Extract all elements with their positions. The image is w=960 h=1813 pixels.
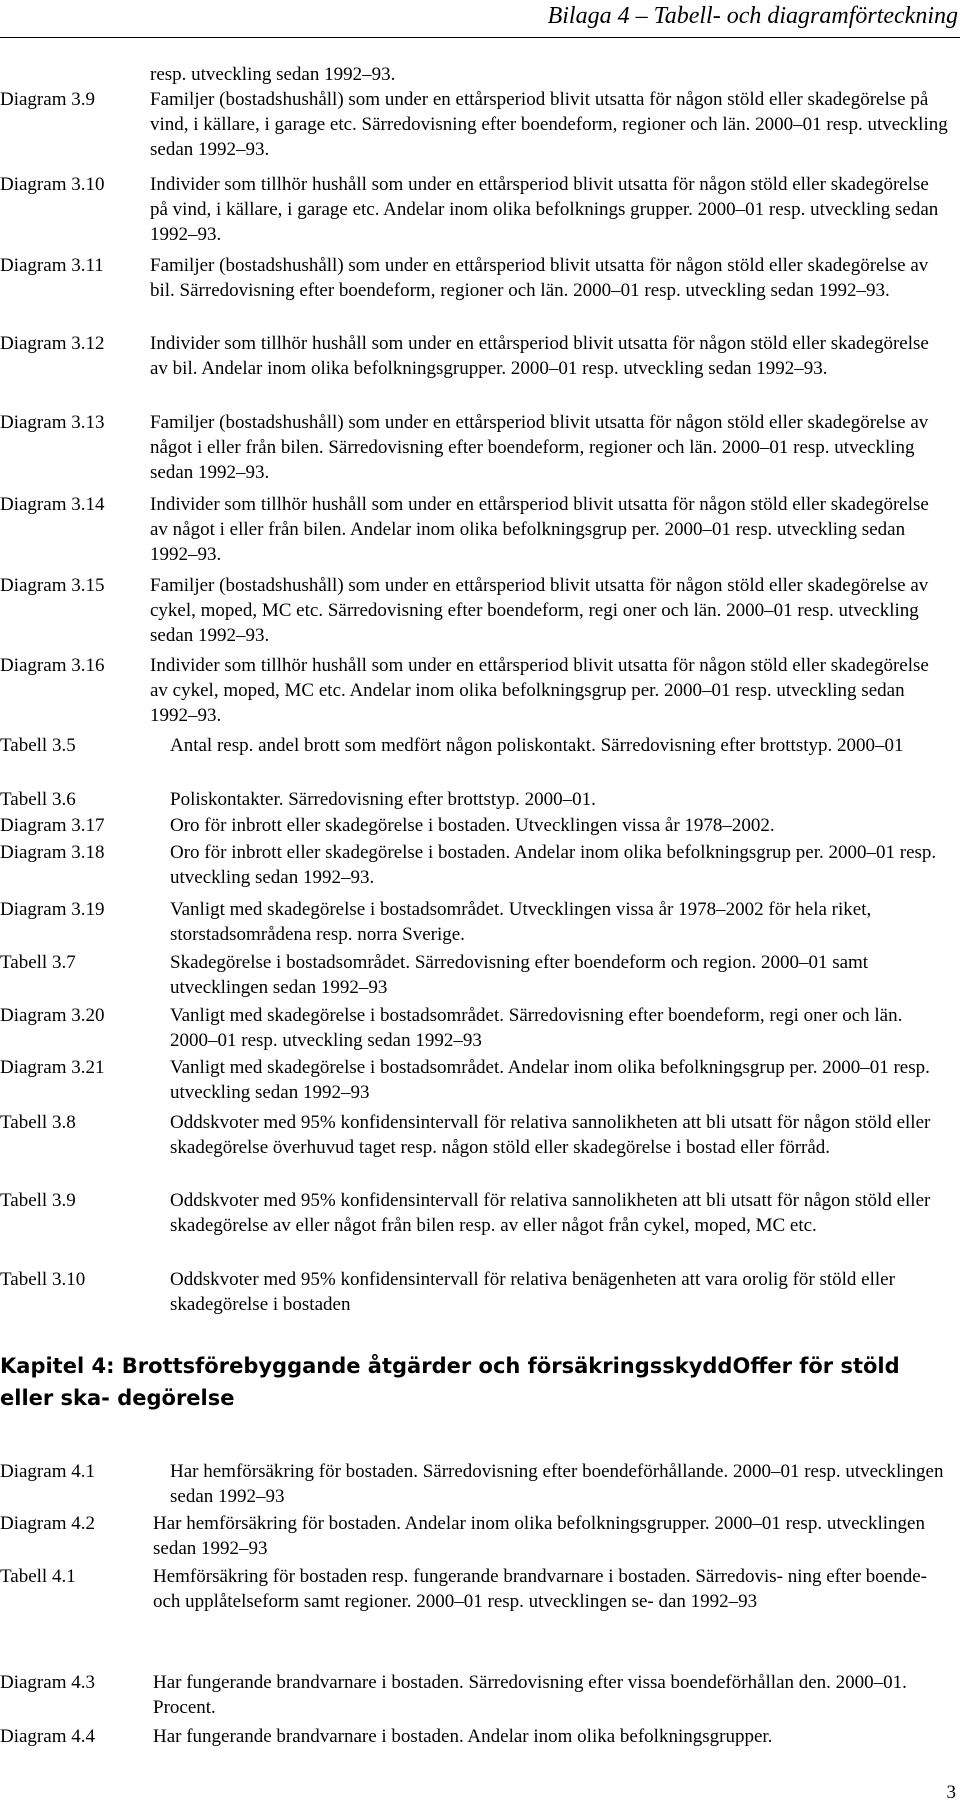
entry-label: Diagram 4.4 (0, 1726, 95, 1747)
entry-label: Diagram 3.20 (0, 1005, 105, 1026)
entry-label: Tabell 3.6 (0, 789, 76, 810)
entry-description: Familjer (bostadshushåll) som under en ettårsperiod blivit utsatta för någon stöld eller skadegörelse av cykel, moped, MC etc. Särredovisning efter boendeform, regi oner och län. 2000–01 resp. utveckling sedan 1992–93. (150, 575, 929, 646)
entry-label: Diagram 3.18 (0, 842, 105, 863)
entry-label: Diagram 3.21 (0, 1057, 105, 1078)
entry-label: Tabell 3.9 (0, 1190, 76, 1211)
entry-label: Tabell 3.5 (0, 735, 76, 756)
entry-label: Diagram 3.12 (0, 333, 105, 354)
entry-description: Familjer (bostadshushåll) som under en ettårsperiod blivit utsatta för någon stöld eller skadegörelse av något i eller från bilen. Särredovisning efter boendeform, regioner och län. 2000–01 resp. utveckling sedan 1992–93. (150, 412, 929, 483)
entry-label: Diagram 3.17 (0, 815, 105, 836)
entry-description: Oro för inbrott eller skadegörelse i bostaden. Utvecklingen vissa år 1978–2002. (170, 815, 775, 836)
entry-label: Tabell 3.10 (0, 1269, 86, 1290)
entry-description: Oddskvoter med 95% konfidensintervall för relativa benägenheten att vara orolig för stöld eller skadegörelse i bostaden (170, 1269, 895, 1315)
entry-description: Individer som tillhör hushåll som under en ettårsperiod blivit utsatta för någon stöld eller skadegörelse av bil. Andelar inom olika befolkningsgrupper. 2000–01 resp. utveckling sedan 1992–93. (150, 333, 929, 379)
entry-description: Oro för inbrott eller skadegörelse i bostaden. Andelar inom olika befolkningsgrup per. 2000–01 resp. utveckling sedan 1992–93. (170, 842, 937, 888)
entry-label: Diagram 3.13 (0, 412, 105, 433)
entry-description: Individer som tillhör hushåll som under en ettårsperiod blivit utsatta för någon stöld eller skadegörelse av något i eller från bilen. Andelar inom olika befolkningsgrup per. 2000–01 resp. utveckling sedan 1992–93. (150, 494, 929, 565)
entry-label: Diagram 3.19 (0, 899, 105, 920)
entry-description: Har fungerande brandvarnare i bostaden. Andelar inom olika befolkningsgrupper. (153, 1726, 773, 1747)
entry-label: Diagram 4.1 (0, 1461, 95, 1482)
entry-description: Skadegörelse i bostadsområdet. Särredovisning efter boendeform och region. 2000–01 samt utvecklingen sedan 1992–93 (170, 952, 869, 998)
entry-description: Familjer (bostadshushåll) som under en ettårsperiod blivit utsatta för någon stöld eller skadegörelse på vind, i källare, i garage etc. Särredovisning efter boendeform, regioner och län. 2000–01 resp. utveckling sedan 1992–93. (150, 89, 948, 160)
entry-label: Diagram 3.15 (0, 575, 105, 596)
chapter-4-heading: Kapitel 4: Brottsförebyggande åtgärder och försäkringsskyddOffer för stöld eller ska- degörelse (0, 1354, 900, 1410)
continuation-line: resp. utveckling sedan 1992–93. (150, 64, 396, 85)
entry-description: Vanligt med skadegörelse i bostadsområdet. Utvecklingen vissa år 1978–2002 för hela riket, storstadsområdena resp. norra Sverige. (170, 899, 872, 945)
entry-description: Har hemförsäkring för bostaden. Andelar inom olika befolkningsgrupper. 2000–01 resp. utvecklingen sedan 1992–93 (153, 1513, 925, 1559)
entry-label: Diagram 3.16 (0, 655, 105, 676)
entry-label: Diagram 4.3 (0, 1672, 95, 1693)
entry-label: Diagram 3.11 (0, 255, 104, 276)
entry-description: Vanligt med skadegörelse i bostadsområdet. Särredovisning efter boendeform, regi oner och län. 2000–01 resp. utveckling sedan 1992–93 (170, 1005, 903, 1051)
entry-label: Tabell 3.7 (0, 952, 76, 973)
entry-label: Diagram 3.9 (0, 89, 95, 110)
entry-description: Har fungerande brandvarnare i bostaden. Särredovisning efter vissa boendeförhållan den. 2000–01. Procent. (153, 1672, 907, 1718)
entry-label: Diagram 4.2 (0, 1513, 95, 1534)
entry-description: Antal resp. andel brott som medfört någon poliskontakt. Särredovisning efter brottstyp. 2000–01 (170, 735, 904, 756)
entry-description: Hemförsäkring för bostaden resp. fungerande brandvarnare i bostaden. Särredovis- ning efter boende- och upplåtelseform samt regioner. 2000–01 resp. utvecklingen se- dan 1992–93 (153, 1566, 927, 1612)
entry-description: Individer som tillhör hushåll som under en ettårsperiod blivit utsatta för någon stöld eller skadegörelse på vind, i källare, i garage etc. Andelar inom olika befolknings grupper. 2000–01 resp. utveckling sedan 1992–93. (150, 174, 939, 245)
page-number: 3 (946, 1782, 956, 1803)
entry-description: Individer som tillhör hushåll som under en ettårsperiod blivit utsatta för någon stöld eller skadegörelse av cykel, moped, MC etc. Andelar inom olika befolkningsgrup per. 2000–01 resp. utveckling sedan 1992–93. (150, 655, 929, 726)
header-title: Bilaga 4 – Tabell- och diagramförteckning (547, 3, 958, 29)
entry-label: Tabell 3.8 (0, 1112, 76, 1133)
entry-label: Diagram 3.10 (0, 174, 105, 195)
entry-description: Vanligt med skadegörelse i bostadsområdet. Andelar inom olika befolkningsgrup per. 2000–01 resp. utveckling sedan 1992–93 (170, 1057, 930, 1103)
entry-description: Familjer (bostadshushåll) som under en ettårsperiod blivit utsatta för någon stöld eller skadegörelse av bil. Särredovisning efter boendeform, regioner och län. 2000–01 resp. utveckling sedan 1992–93. (150, 255, 929, 301)
entry-description: Har hemförsäkring för bostaden. Särredovisning efter boendeförhållande. 2000–01 resp. utvecklingen sedan 1992–93 (170, 1461, 944, 1507)
entry-description: Poliskontakter. Särredovisning efter brottstyp. 2000–01. (170, 789, 596, 810)
header-rule (0, 37, 960, 38)
entry-label: Tabell 4.1 (0, 1566, 76, 1587)
entry-description: Oddskvoter med 95% konfidensintervall för relativa sannolikheten att bli utsatt för någon stöld eller skadegörelse överhuvud taget resp. någon stöld eller skadegörelse i bostad eller förråd. (170, 1112, 931, 1158)
entry-description: Oddskvoter med 95% konfidensintervall för relativa sannolikheten att bli utsatt för någon stöld eller skadegörelse av eller något från bilen resp. av eller något från cykel, moped, MC etc. (170, 1190, 931, 1236)
entry-label: Diagram 3.14 (0, 494, 105, 515)
